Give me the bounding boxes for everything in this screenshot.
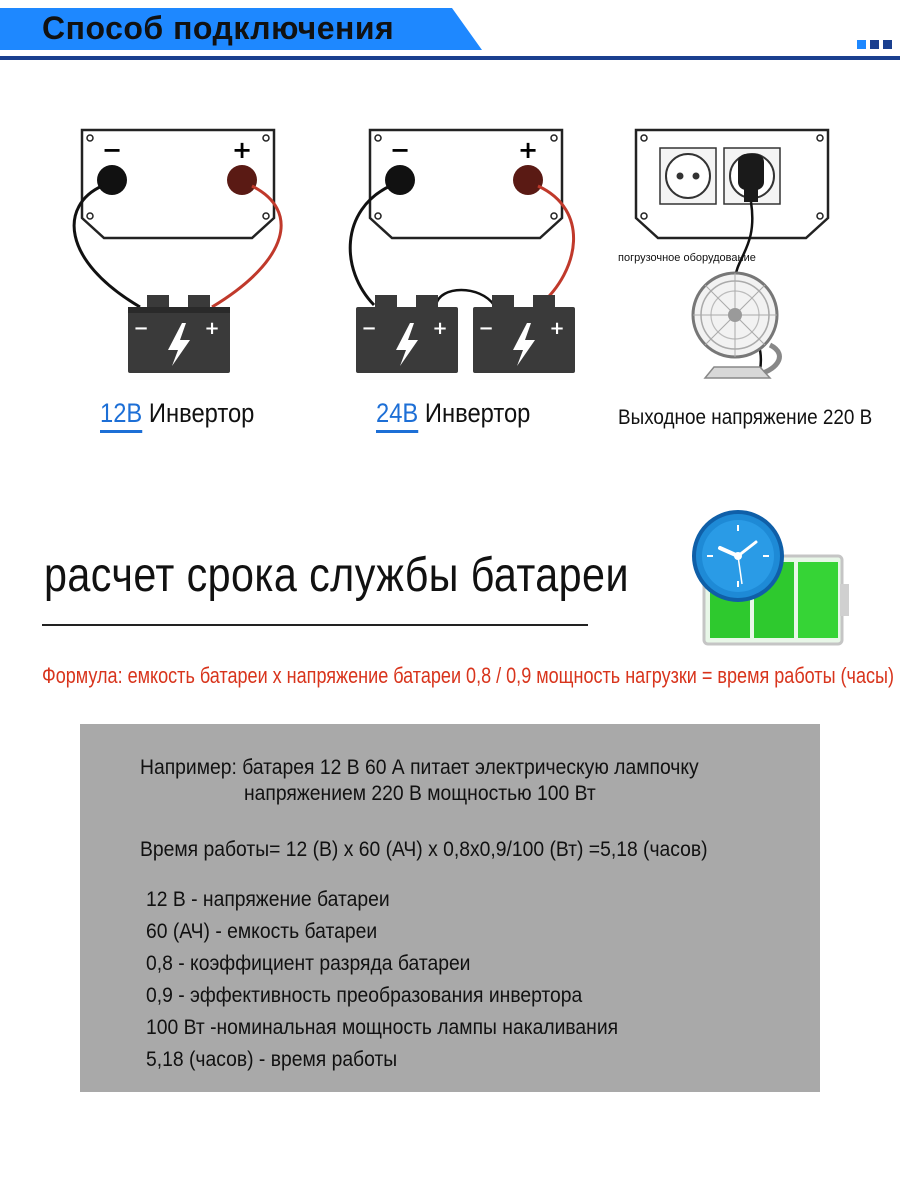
example-item: 60 (АЧ) - емкость батареи bbox=[146, 920, 378, 943]
output-voltage-caption: Выходное напряжение 220 В bbox=[618, 406, 873, 429]
title-divider bbox=[42, 624, 588, 626]
example-line-2: напряжением 220 В мощностью 100 Вт bbox=[244, 782, 596, 805]
page-title: Способ подключения bbox=[42, 10, 395, 46]
svg-text:−: − bbox=[133, 318, 149, 339]
socket-icon bbox=[660, 148, 716, 204]
svg-text:+: + bbox=[517, 136, 539, 164]
clock-icon bbox=[694, 512, 782, 600]
connection-diagram bbox=[0, 110, 900, 390]
example-box bbox=[80, 724, 820, 1092]
caption-24v bbox=[376, 398, 530, 429]
example-item: 100 Вт -номинальная мощность лампы накаливания bbox=[146, 1016, 619, 1039]
fan-icon bbox=[693, 273, 779, 378]
svg-text:−: − bbox=[478, 318, 494, 339]
load-equipment-label: погрузочное оборудование bbox=[618, 252, 756, 264]
svg-text:+: + bbox=[549, 318, 565, 339]
example-item: 5,18 (часов) - время работы bbox=[146, 1048, 398, 1071]
clock-battery-illustration bbox=[690, 498, 850, 658]
inverter-12v bbox=[82, 130, 274, 238]
svg-text:+: + bbox=[231, 136, 253, 164]
svg-text:+: + bbox=[432, 318, 448, 339]
caption-12v-inverter: Инвертор bbox=[148, 398, 255, 428]
positive-terminal bbox=[227, 165, 257, 195]
caption-12v-voltage: 12В bbox=[100, 398, 142, 433]
example-line-1: Например: батарея 12 В 60 А питает электрическую лампочку bbox=[140, 756, 699, 779]
header-banner bbox=[0, 0, 900, 62]
svg-text:−: − bbox=[361, 318, 377, 339]
negative-terminal bbox=[97, 165, 127, 195]
caption-12v bbox=[100, 398, 254, 429]
negative-terminal bbox=[385, 165, 415, 195]
svg-text:+: + bbox=[204, 318, 220, 339]
positive-terminal bbox=[513, 165, 543, 195]
svg-text:−: − bbox=[101, 136, 123, 164]
battery-life-title: расчет срока службы батареи bbox=[44, 549, 629, 602]
example-calculation: Время работы= 12 (В) x 60 (АЧ) x 0,8x0,9/100 (Вт) =5,18 (часов) bbox=[140, 838, 708, 861]
battery-24v-left bbox=[356, 295, 458, 373]
caption-24v-inverter: Инвертор bbox=[424, 398, 531, 428]
battery-24v-right bbox=[473, 295, 575, 373]
example-item: 12 В - напряжение батареи bbox=[146, 888, 390, 911]
inverter-output bbox=[636, 130, 828, 238]
inverter-24v bbox=[370, 130, 562, 238]
formula-text: Формула: емкость батареи x напряжение батареи 0,8 / 0,9 мощность нагрузки = время работы (часы) bbox=[42, 663, 894, 688]
example-item: 0,9 - эффективность преобразования инвертора bbox=[146, 984, 583, 1007]
caption-24v-voltage: 24В bbox=[376, 398, 418, 433]
svg-text:−: − bbox=[389, 136, 411, 164]
example-item: 0,8 - коэффициент разряда батареи bbox=[146, 952, 471, 975]
